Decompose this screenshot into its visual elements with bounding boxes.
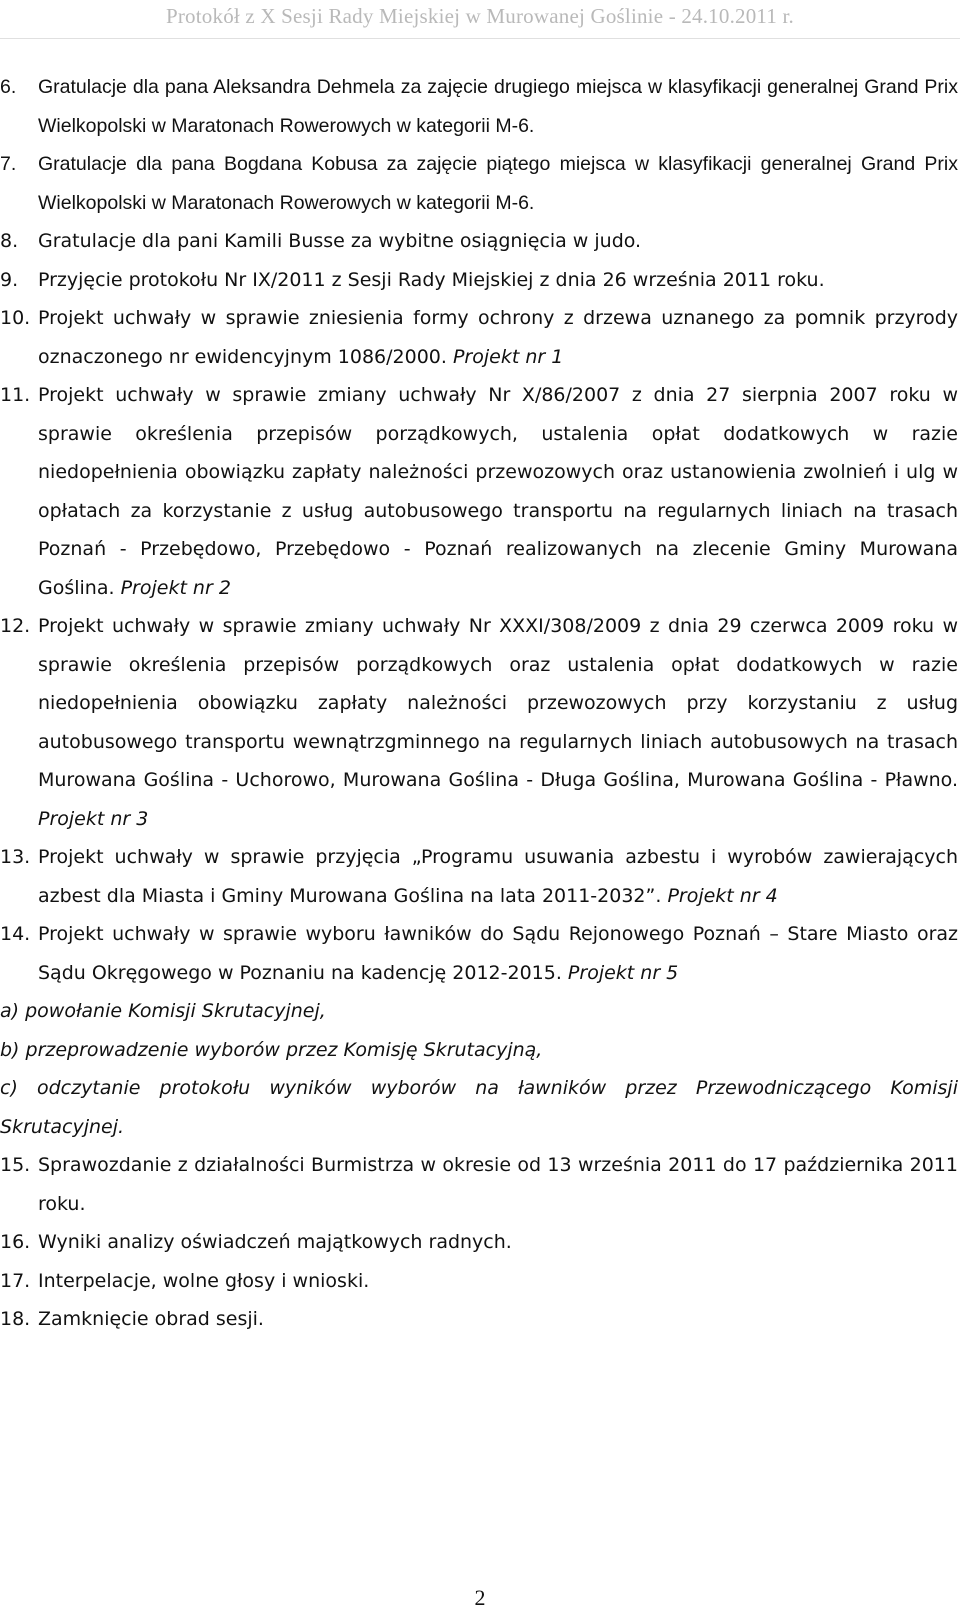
agenda-item-8	[0, 222, 958, 261]
agenda-item-12	[0, 607, 958, 838]
document-header: Protokół z X Sesji Rady Miejskiej w Murowanej Goślinie - 24.10.2011 r.	[165, 4, 794, 28]
item-number: 13.	[0, 846, 31, 868]
item-number: 8.	[0, 230, 19, 252]
item-text: Projekt uchwały w sprawie zmiany uchwały Nr XXXI/308/2009 z dnia 29 czerwca 2009 roku w sprawie określenia przepisów porządkowych oraz ustalenia opłat dodatkowych w razie niedopełnienia obowiązku zapłaty należności przewozowych przy korzystaniu z usług autobusowego transportu wewnątrzgminnego na regularnych liniach autobusowych na trasach Murowana Goślina - Uchorowo, Murowana Goślina - Długa Goślina, Murowana Goślina - Pławno.	[38, 615, 958, 791]
item-text: Wyniki analizy oświadczeń majątkowych radnych.	[38, 1231, 512, 1253]
item-text: Gratulacje dla pana Aleksandra Dehmela za zajęcie drugiego miejsca w klasyfikacji generalnej Grand Prix Wielkopolski w Maratonach Rowerowych w kategorii M-6.	[38, 76, 958, 137]
agenda-list	[0, 68, 958, 1339]
item-number: 10.	[0, 307, 31, 329]
item-number: 7.	[0, 153, 17, 175]
project-ref: Projekt nr 2	[120, 576, 231, 599]
item-number: 16.	[0, 1231, 31, 1253]
agenda-item-18	[0, 1300, 958, 1339]
agenda-item-9	[0, 261, 958, 300]
item-text: Interpelacje, wolne głosy i wnioski.	[38, 1269, 370, 1292]
agenda-item-7	[0, 145, 958, 222]
subitem-a: a) powołanie Komisji Skrutacyjnej,	[0, 1000, 326, 1022]
item-text: Sprawozdanie z działalności Burmistrza w okresie od 13 września 2011 do 17 października 2011 roku.	[38, 1154, 958, 1215]
item-text: Gratulacje dla pani Kamili Busse za wybitne osiągnięcia w judo.	[38, 230, 642, 252]
item-text: Projekt uchwały w sprawie przyjęcia „Programu usuwania azbestu i wyrobów zawierających azbest dla Miasta i Gminy Murowana Goślina na lata 2011-2032”.	[38, 846, 958, 907]
item-number: 9.	[0, 268, 19, 291]
item-text: Projekt uchwały w sprawie zmiany uchwały Nr X/86/2007 z dnia 27 sierpnia 2007 roku w sprawie określenia przepisów porządkowych, ustalenia opłat dodatkowych w razie niedopełnienia obowiązku zapłaty należności przewozowych oraz ustanowienia zwolnień i ulg w opłatach za korzystanie z usług autobusowego transportu na regularnych liniach na trasach Poznań - Przebędowo, Przebędowo - Poznań realizowanych na zlecenie Gminy Murowana Goślina.	[38, 384, 958, 599]
agenda-item-16	[0, 1223, 958, 1262]
item-number: 14.	[0, 923, 31, 945]
subitem-b: b) przeprowadzenie wyborów przez Komisję Skrutacyjną,	[0, 1038, 543, 1061]
project-ref: Projekt nr 3	[38, 807, 149, 830]
agenda-item-14	[0, 915, 958, 992]
item-number: 17.	[0, 1269, 31, 1292]
agenda-item-6	[0, 68, 958, 145]
agenda-item-15	[0, 1146, 958, 1223]
agenda-item-17	[0, 1262, 958, 1301]
item-number: 11.	[0, 384, 31, 406]
agenda-item-11	[0, 376, 958, 607]
header-divider	[0, 38, 960, 39]
item-text: Projekt uchwały w sprawie zniesienia formy ochrony z drzewa uznanego za pomnik przyrody oznaczonego nr ewidencyjnym 1086/2000.	[38, 307, 958, 368]
item-number: 12.	[0, 615, 31, 637]
item-number: 18.	[0, 1308, 31, 1330]
item-text: Przyjęcie protokołu Nr IX/2011 z Sesji Rady Miejskiej z dnia 26 września 2011 roku.	[38, 268, 825, 291]
item-number: 6.	[0, 76, 17, 98]
subitem-c: c) odczytanie protokołu wyników wyborów na ławników przez Przewodniczącego Komisji Skrutacyjnej.	[0, 1077, 958, 1138]
agenda-item-10	[0, 299, 958, 376]
item-number: 15.	[0, 1154, 31, 1176]
project-ref: Projekt nr 1	[452, 345, 564, 368]
agenda-item-13	[0, 838, 958, 915]
page-number: 2	[474, 1585, 486, 1610]
project-ref: Projekt nr 5	[567, 961, 679, 984]
item-text: Zamknięcie obrad sesji.	[38, 1308, 264, 1330]
item-text: Gratulacje dla pana Bogdana Kobusa za zajęcie piątego miejsca w klasyfikacji generalnej Grand Prix Wielkopolski w Maratonach Rowerowych w kategorii M-6.	[38, 153, 958, 214]
project-ref: Projekt nr 4	[667, 884, 778, 907]
item-text: Projekt uchwały w sprawie wyboru ławników do Sądu Rejonowego Poznań – Stare Miasto oraz Sądu Okręgowego w Poznaniu na kadencję 2012-2015.	[38, 923, 958, 984]
